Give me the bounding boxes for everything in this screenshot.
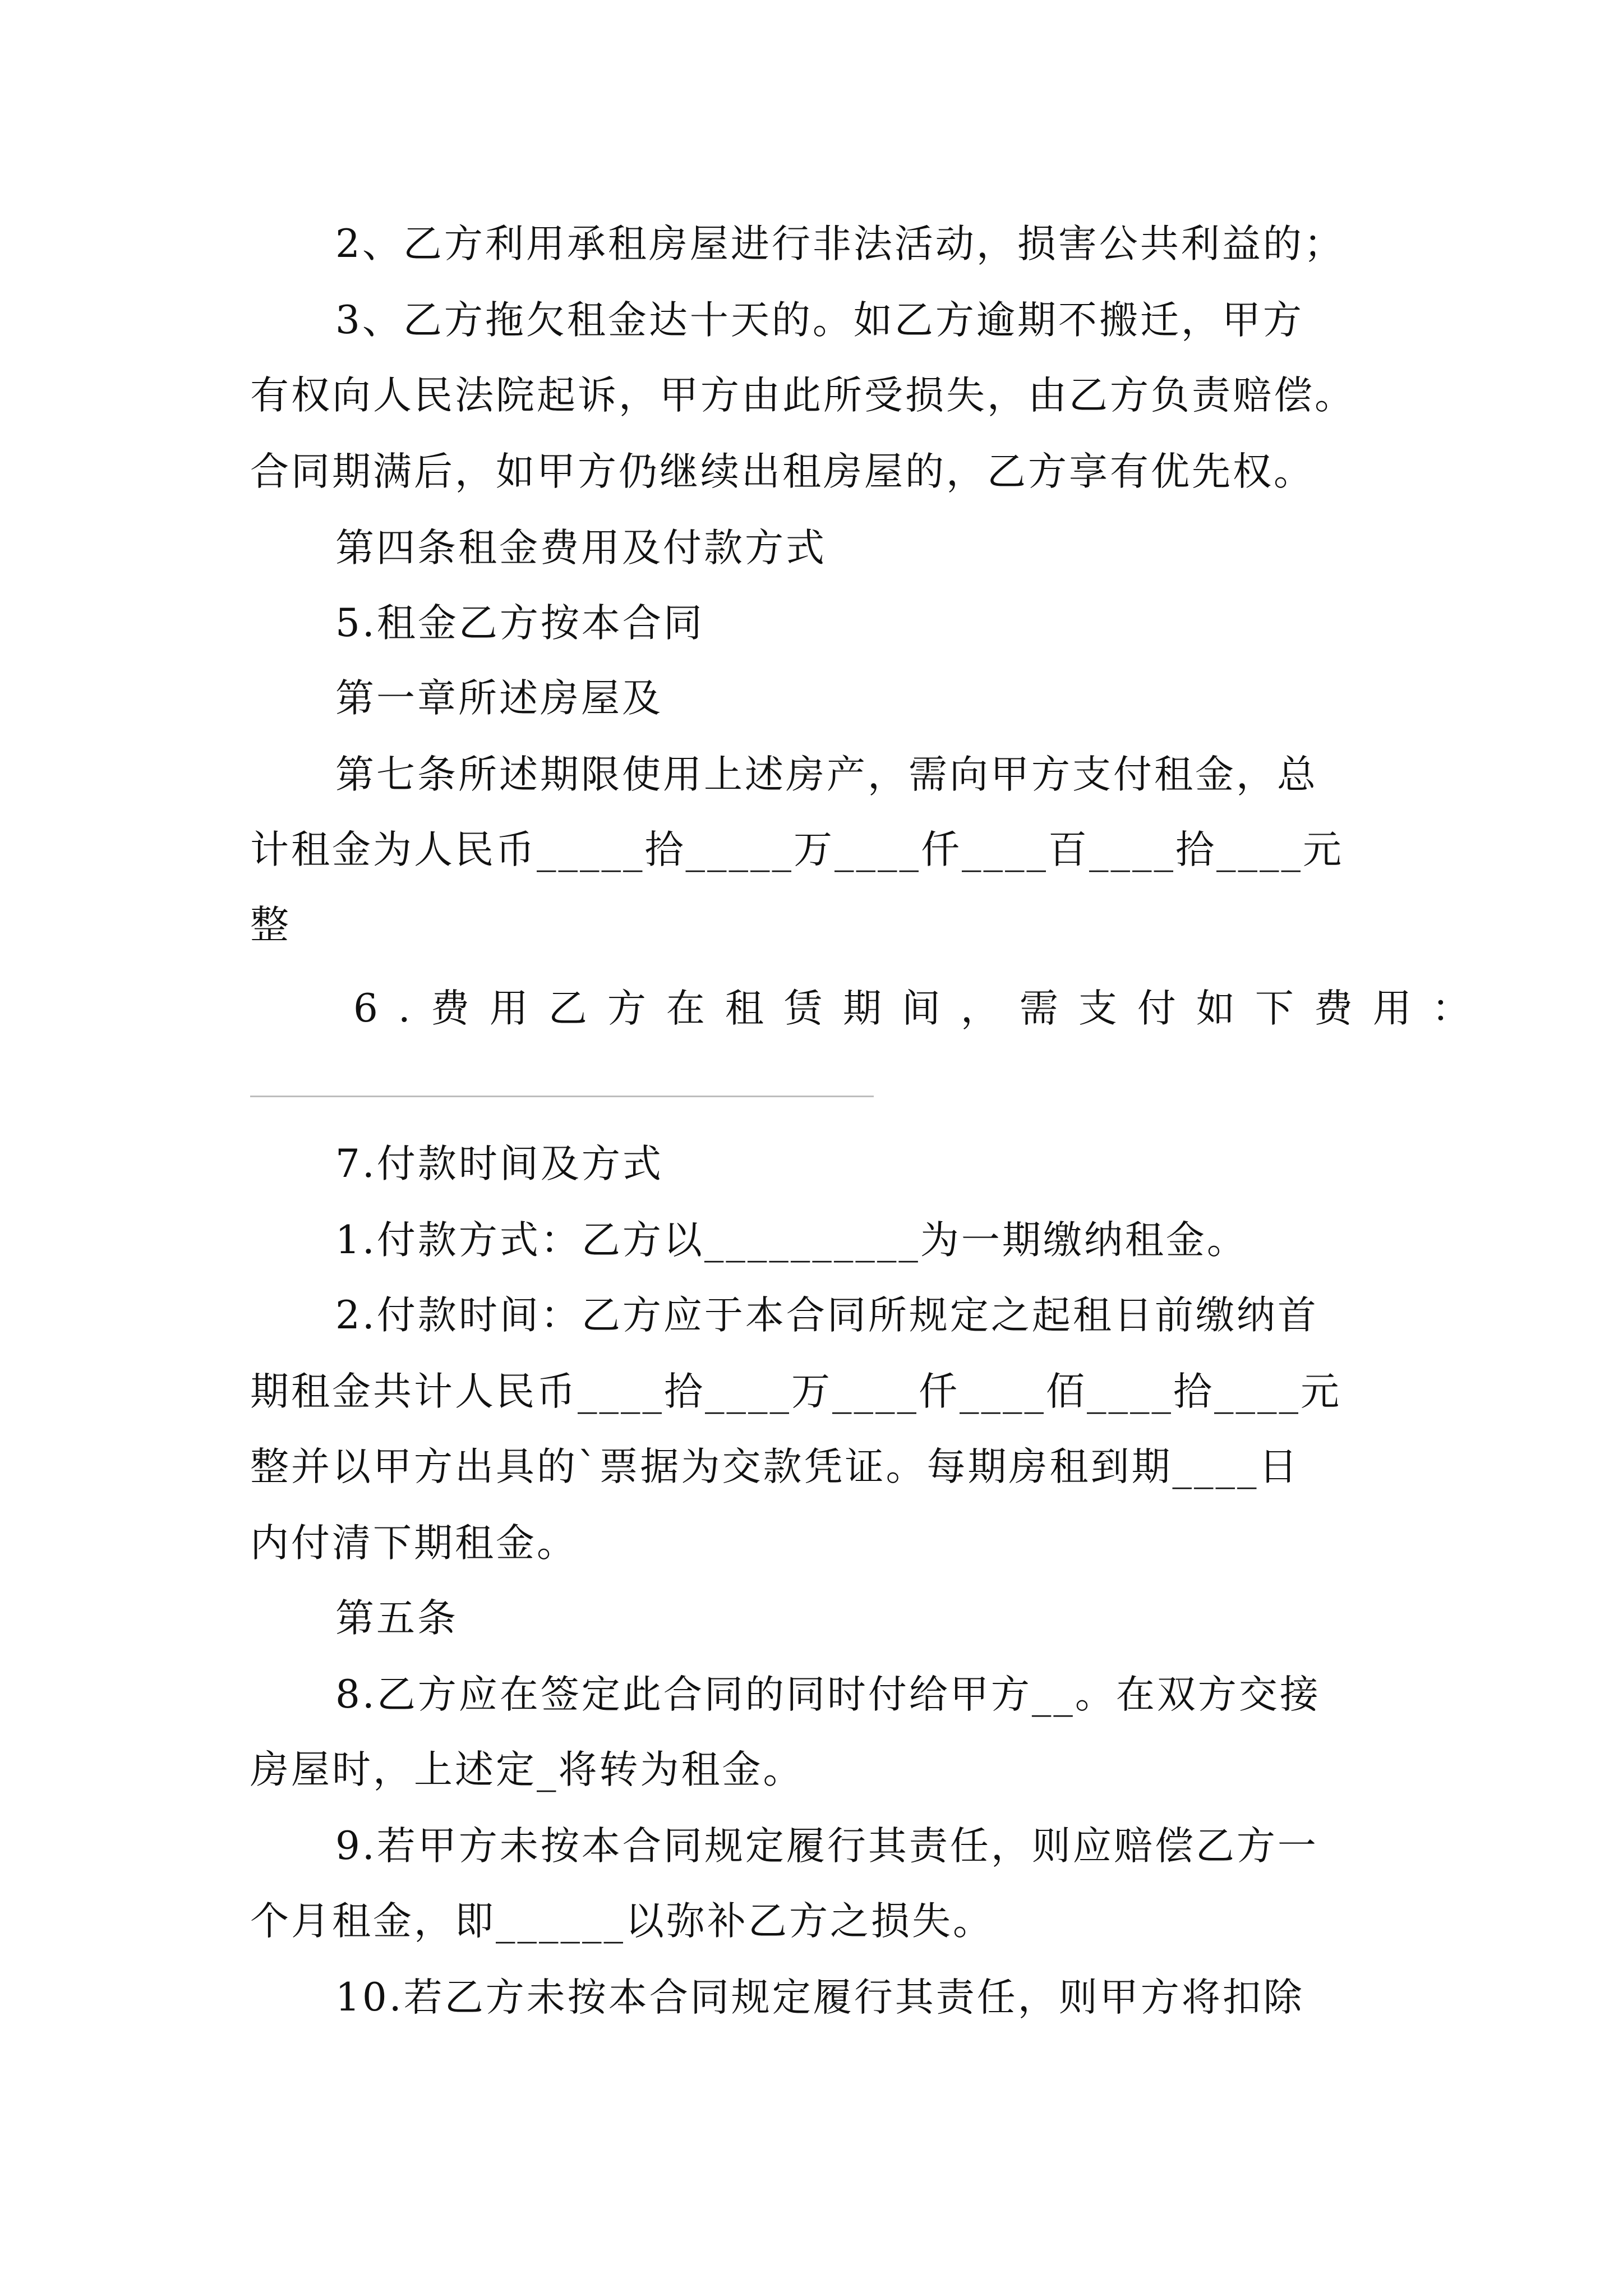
text-line: 第七条所述期限使用上述房产，需向甲方支付租金，总 [335,752,1318,797]
text-line: 9.若甲方未按本合同规定履行其责任，则应赔偿乙方一 [335,1824,1318,1869]
text-line: 合同期满后，如甲方仍继续出租房屋的，乙方享有优先权。 [250,449,1315,494]
text-line: 3、乙方拖欠租金达十天的。如乙方逾期不搬迁，甲方 [335,298,1304,343]
text-line: 5.租金乙方按本合同 [335,601,704,646]
text-line: 7.付款时间及方式 [335,1142,663,1186]
text-line: 1.付款方式：乙方以__________为一期缴纳租金。 [335,1218,1248,1263]
text-line: 整 [250,903,291,947]
text-line: 期租金共计人民币____拾____万____仟____佰____拾____元 [250,1369,1341,1414]
section-heading: 第四条租金费用及付款方式 [335,526,827,570]
text-line: 房屋时，上述定_将转为租金。 [250,1747,804,1792]
text-line: 2.付款时间：乙方应于本合同所规定之起租日前缴纳首 [335,1293,1318,1338]
fill-in-blank-line [250,1096,874,1097]
text-line: 内付清下期租金。 [250,1521,578,1566]
text-line: 6.费用乙方在租赁期间，需支付如下费用： [353,986,1491,1031]
text-line: 个月租金，即______以弥补乙方之损失。 [250,1899,994,1944]
text-line: 8.乙方应在签定此合同的同时付给甲方__。在双方交接 [335,1672,1321,1717]
text-line: 有权向人民法院起诉，甲方由此所受损失，由乙方负责赔偿。 [250,373,1355,418]
text-line: 10.若乙方未按本合同规定履行其责任，则甲方将扣除 [335,1975,1304,2020]
text-line: 整并以甲方出具的`票据为交款凭证。每期房租到期____日 [250,1444,1300,1489]
text-line: 2、乙方利用承租房屋进行非法活动，损害公共利益的； [335,222,1345,266]
text-line: 计租金为人民币_____拾_____万____仟____百____拾____元 [250,827,1344,872]
text-line: 第一章所述房屋及 [335,676,663,721]
section-heading: 第五条 [335,1596,458,1641]
